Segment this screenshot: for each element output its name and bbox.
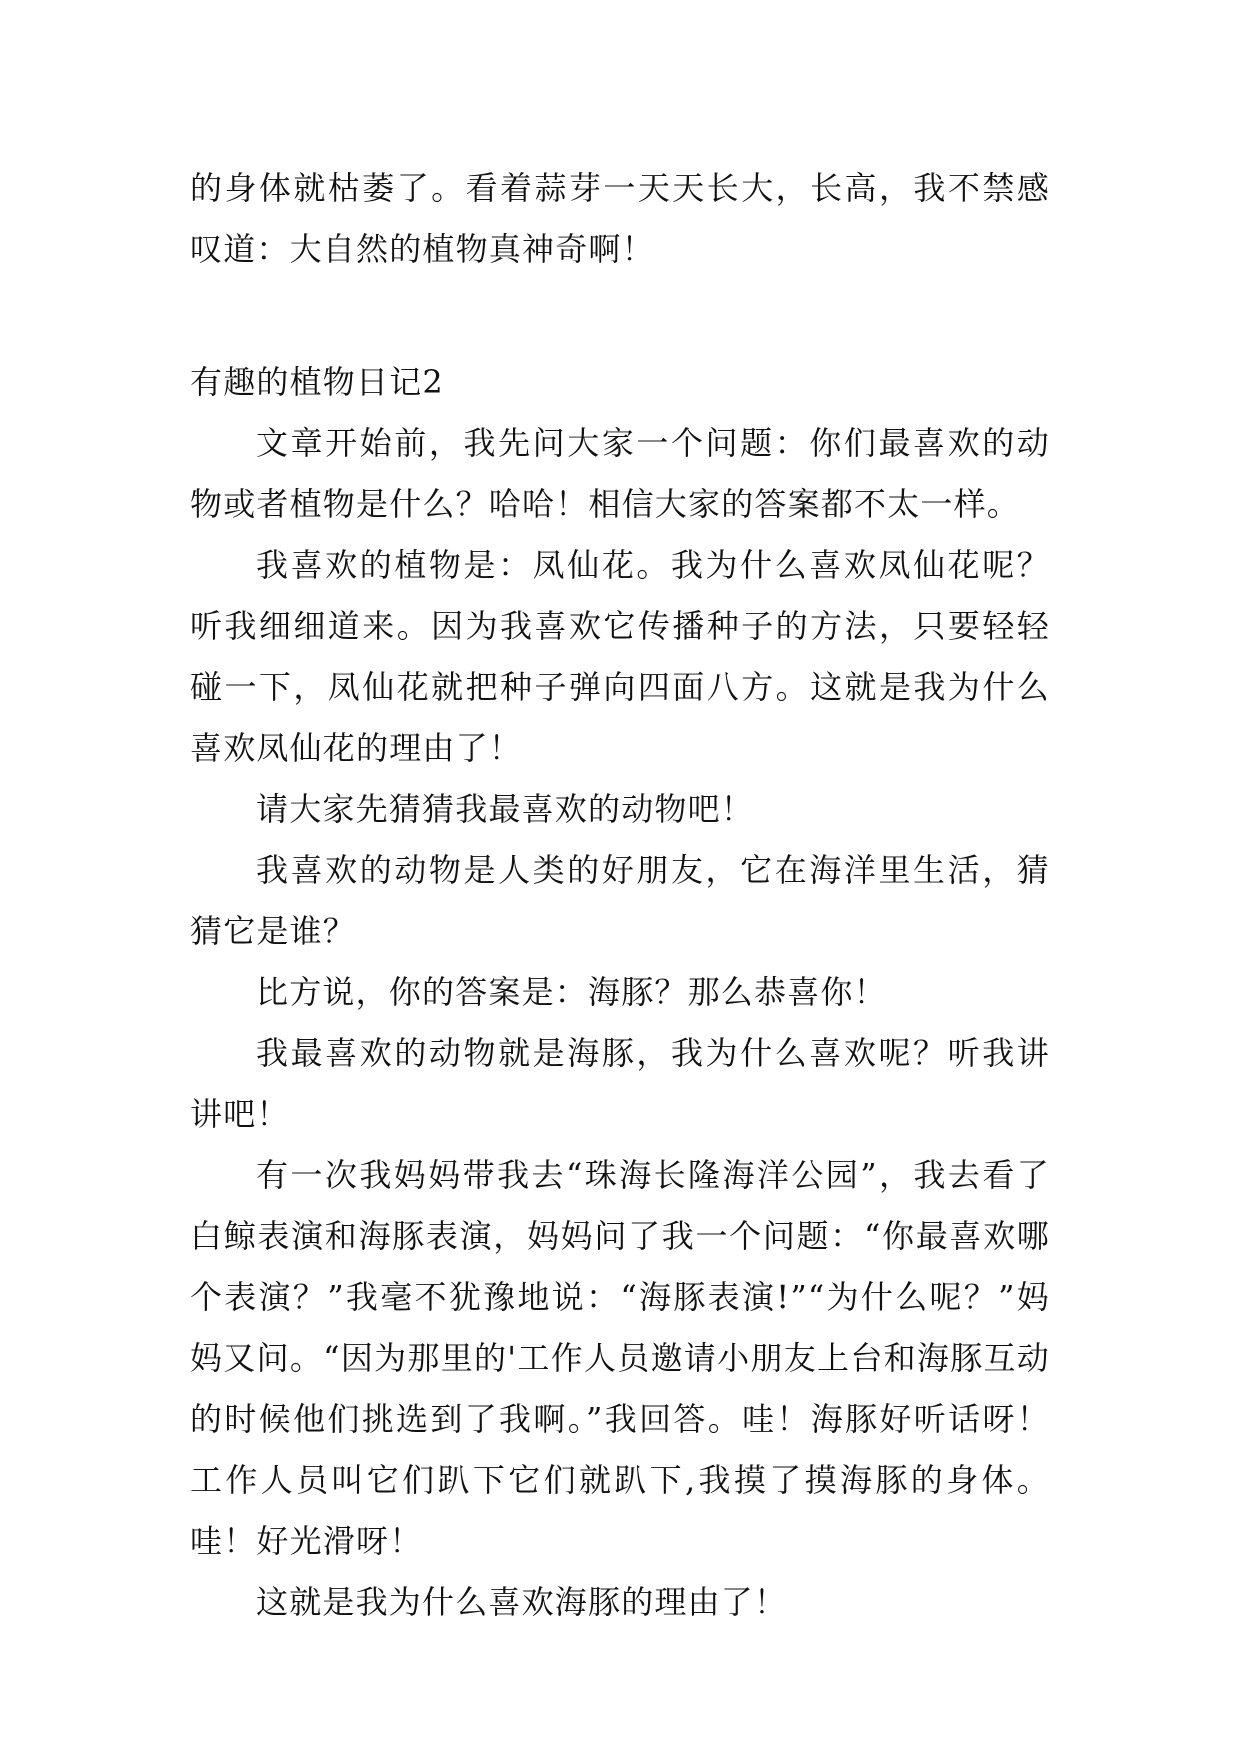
- body-paragraph: 有一次我妈妈带我去“珠海长隆海洋公园”，我去看了白鲸表演和海豚表演，妈妈问了我一个问题：“你最喜欢哪个表演？”我毫不犹豫地说：“海豚表演!”“为什么呢？”妈妈又问。“因为那里的'工作人员邀请小朋友上台和海豚互动的时候他们挑选到了我啊。”我回答。哇！海豚好听话呀！工作人员叫它们趴下它们就趴下,我摸了摸海豚的身体。哇！好光滑呀！: [190, 1156, 1050, 1560]
- body-paragraph: 我喜欢的动物是人类的好朋友，它在海洋里生活，猜猜它是谁？: [190, 851, 1050, 950]
- body-paragraph: 文章开始前，我先问大家一个问题：你们最喜欢的动物或者植物是什么？哈哈！相信大家的答案都不太一样。: [190, 424, 1050, 523]
- continued-paragraph: 的身体就枯萎了。看着蒜芽一天天长大，长高，我不禁感叹道：大自然的植物真神奇啊！: [190, 169, 1050, 268]
- body-paragraph: 我最喜欢的动物就是海豚，我为什么喜欢呢？听我讲讲吧！: [190, 1034, 1050, 1133]
- section-heading: 有趣的植物日记2: [190, 363, 444, 401]
- document-page: [190, 158, 1050, 1633]
- body-paragraph: 比方说，你的答案是：海豚？那么恭喜你！: [256, 973, 887, 1011]
- body-paragraph: 请大家先猜猜我最喜欢的动物吧！: [256, 790, 755, 828]
- body-paragraph: 这就是我为什么喜欢海豚的理由了！: [256, 1583, 788, 1621]
- body-paragraph: 我喜欢的植物是：凤仙花。我为什么喜欢凤仙花呢？听我细细道来。因为我喜欢它传播种子的方法，只要轻轻碰一下，凤仙花就把种子弹向四面八方。这就是我为什么喜欢凤仙花的理由了！: [190, 546, 1050, 767]
